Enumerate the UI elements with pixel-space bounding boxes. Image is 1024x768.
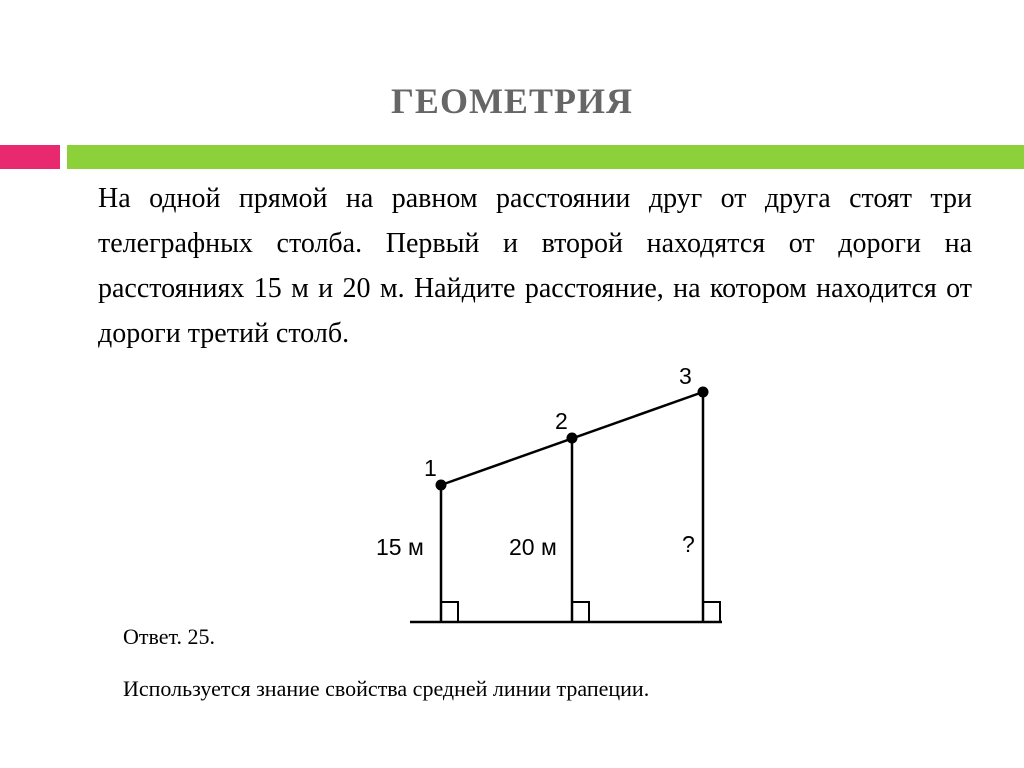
right-angle-marker-3: [703, 602, 720, 622]
pole-label-1: 1: [424, 455, 437, 481]
pole-top-point-2: [567, 433, 578, 444]
slide-title: ГЕОМЕТРИЯ: [391, 81, 633, 121]
answer-text: Ответ. 25.: [123, 624, 215, 649]
height-label-3: ?: [682, 531, 695, 557]
pole-top-point-3: [698, 387, 709, 398]
problem-text: На одной прямой на равном расстоянии друг от друга стоят три телеграфных столба. Первый и второй находятся от дороги на расстояниях 15 м и 20 м. Найдите расстояние, на котором находится от дороги третий столб.: [98, 183, 972, 349]
right-angle-marker-2: [572, 602, 589, 622]
explanation-text: Используется знание свойства средней линии трапеции.: [123, 676, 650, 701]
right-angle-marker-1: [441, 602, 458, 622]
height-label-1: 15 м: [376, 534, 424, 560]
height-label-2: 20 м: [509, 534, 557, 560]
pole-label-2: 2: [555, 408, 568, 434]
pole-label-3: 3: [679, 363, 692, 389]
pole-top-point-1: [436, 480, 447, 491]
